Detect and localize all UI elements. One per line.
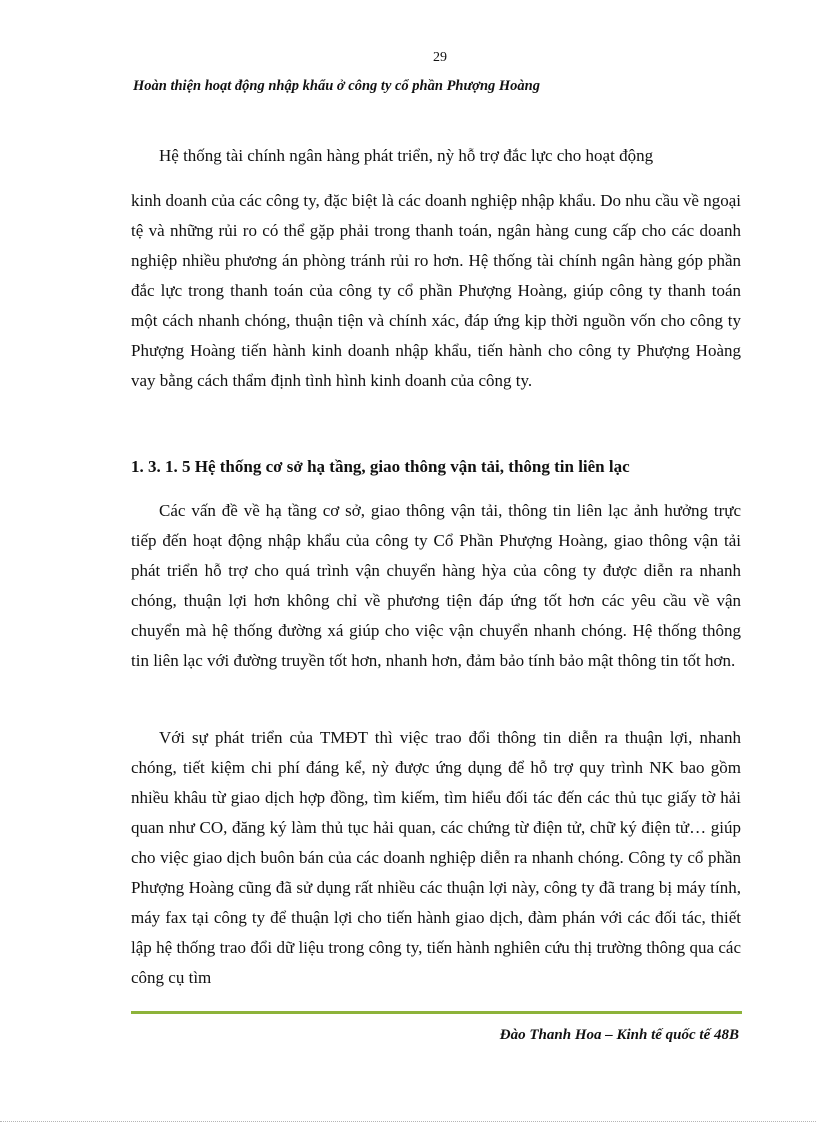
paragraph-ecommerce: Với sự phát triển của TMĐT thì việc trao đổi thông tin diễn ra thuận lợi, nhanh chóng, tiết kiệm chi phí đáng kể, nỳ được ứng dụng để hỗ trợ quy trình NK bao gồm nhiều khâu từ giao dịch hợp đồng, tìm kiếm, tìm hiểu đối tác đến các thủ tục giấy tờ hải quan như CO, đăng ký làm thủ tục hải quan, các chứng từ điện tử, chữ ký điện tử… giúp cho việc giao dịch buôn bán của các doanh nghiệp diễn ra nhanh chóng. Công ty cổ phần Phượng Hoàng cũng đã sử dụng rất nhiều các thuận lợi này, công ty đã trang bị máy tính, máy fax tại công ty để thuận lợi cho tiến hành giao dịch, đàm phán với các đối tác, thiết lập hệ thống trao đổi dữ liệu trong công ty, tiến hành nghiên cứu thị trường thông qua các công cụ tìm [131, 728, 741, 987]
footer-divider [131, 1011, 742, 1014]
paragraph-financial-system: kinh doanh của các công ty, đặc biệt là các doanh nghiệp nhập khẩu. Do nhu cầu về ngoại tệ và những rủi ro có thể gặp phải trong thanh toán, ngân hàng cung cấp cho các doanh nghiệp nhiều phương án phòng tránh rủi ro hơn. Hệ thống tài chính ngân hàng góp phần đắc lực trong thanh toán của công ty cổ phần Phượng Hoàng, giúp công ty thanh toán một cách nhanh chóng, thuận tiện và chính xác, đáp ứng kịp thời nguồn vốn cho công ty Phượng Hoàng tiến hành kinh doanh nhập khẩu, tiến hành cho công ty Phượng Hoàng vay bằng cách thẩm định tình hình kinh doanh của công ty. [131, 191, 741, 390]
page-number: 29 [433, 50, 447, 65]
section-heading: 1. 3. 1. 5 Hệ thống cơ sở hạ tầng, giao thông vận tải, thông tin liên lạc [131, 457, 630, 476]
paragraph-infrastructure: Các vấn đề về hạ tầng cơ sở, giao thông vận tải, thông tin liên lạc ảnh hưởng trực tiếp đến hoạt động nhập khẩu của công ty Cổ Phần Phượng Hoàng, giao thông vận tải phát triển hỗ trợ cho quá trình vận chuyển hàng hỳa của công ty được diễn ra nhanh chóng, thuận lợi hơn không chỉ về phương tiện đáp ứng tốt hơn các yêu cầu về vận chuyển mà hệ thống đường xá giúp cho việc vận chuyển nhanh chóng. Hệ thống thông tin liên lạc với đường truyền tốt hơn, nhanh hơn, đảm bảo tính bảo mật thông tin tốt hơn. [131, 501, 741, 670]
page-edge-divider [0, 1121, 816, 1122]
footer-author: Đào Thanh Hoa – Kinh tế quốc tế 48B [499, 1027, 739, 1043]
paragraph-lead-line: Hệ thống tài chính ngân hàng phát triển, nỳ hỗ trợ đắc lực cho hoạt động [159, 146, 654, 165]
running-header-title: Hoàn thiện hoạt động nhập khẩu ở công ty cổ phần Phượng Hoàng [133, 78, 540, 94]
